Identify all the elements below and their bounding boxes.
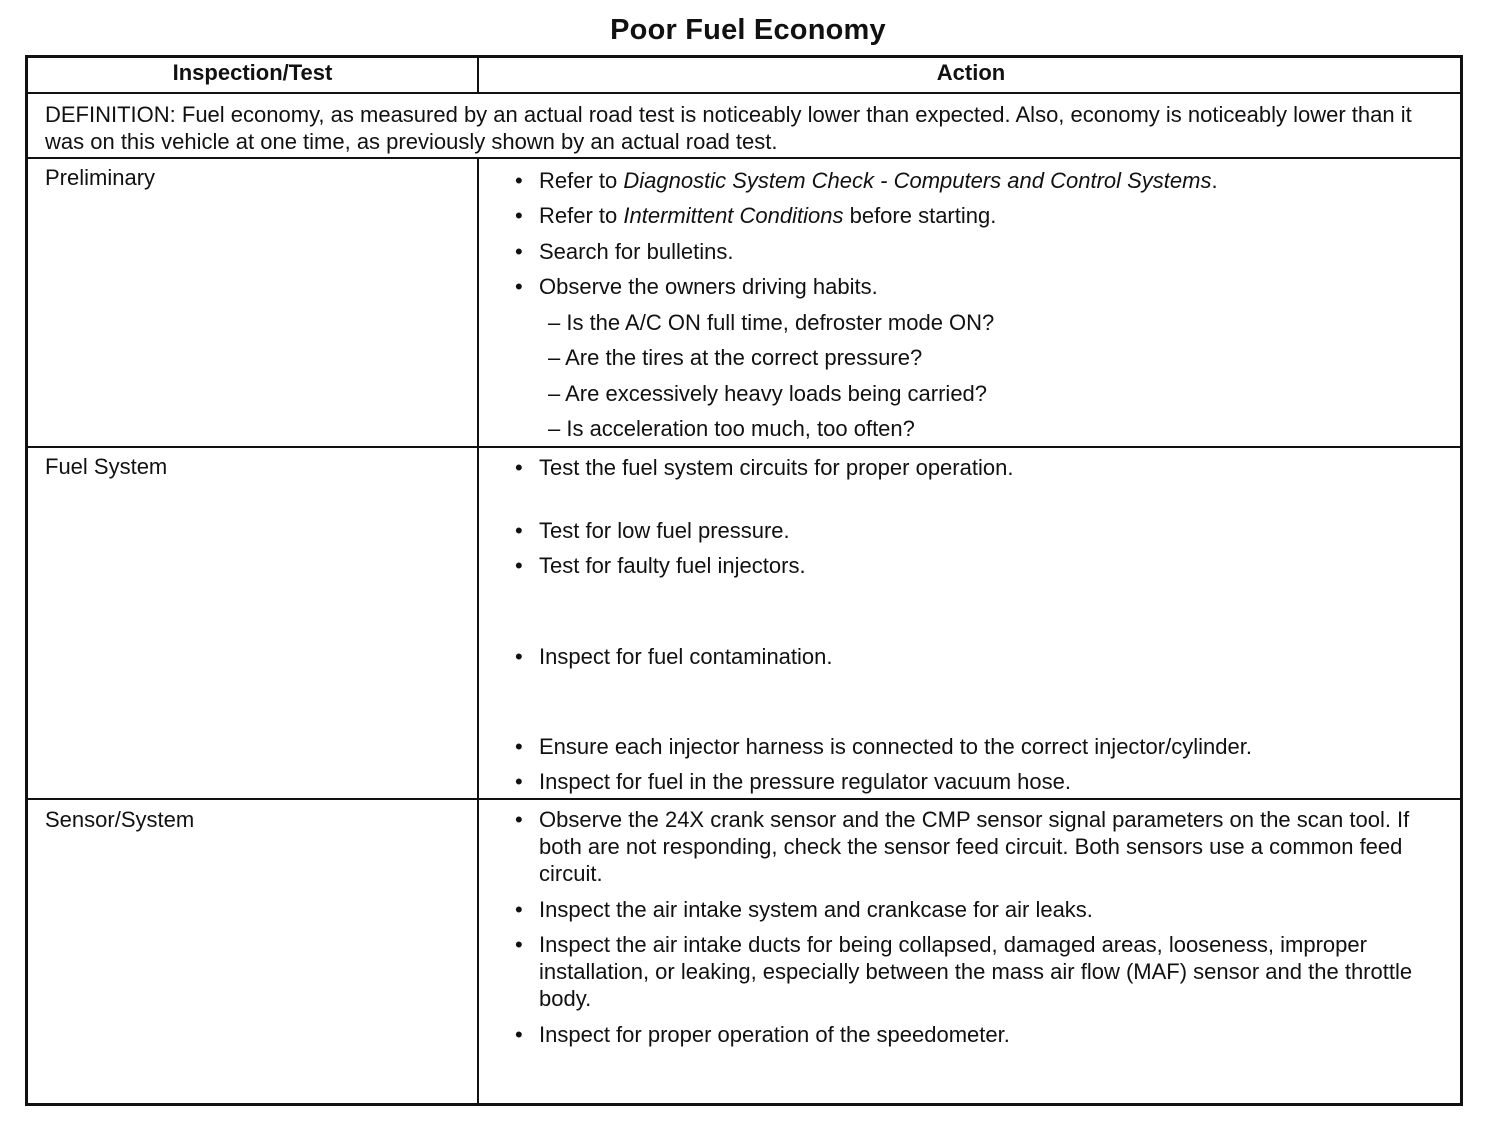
- row-label-preliminary: Preliminary: [45, 165, 156, 190]
- definition-divider: [28, 157, 1460, 159]
- list-item: • Observe the 24X crank sensor and the CMP sensor signal parameters on the scan tool. If both are not responding, check the sensor feed circuit. Both sensors use a common feed circuit.: [515, 807, 1410, 886]
- row-label-sensor-system: Sensor/System: [45, 807, 195, 832]
- list-item: • Inspect for fuel in the pressure regulator vacuum hose.: [515, 769, 1071, 794]
- row-label-fuel-system: Fuel System: [45, 454, 168, 479]
- bullet-icon: •: [515, 807, 523, 832]
- reference-link-text: Intermittent Conditions: [623, 203, 844, 228]
- list-item: • Ensure each injector harness is connected to the correct injector/cylinder.: [515, 734, 1252, 759]
- bullet-icon: •: [515, 203, 523, 228]
- bullet-icon: •: [515, 644, 523, 669]
- bullet-icon: •: [515, 455, 523, 480]
- list-item: • Inspect for fuel contamination.: [515, 644, 833, 669]
- list-item: • Observe the owners driving habits.: [515, 274, 878, 299]
- reference-link-text: Diagnostic System Check - Computers and Control Systems: [623, 168, 1212, 193]
- row-divider: [28, 446, 1460, 448]
- bullet-icon: •: [515, 769, 523, 794]
- bullet-icon: •: [515, 553, 523, 578]
- row-divider: [28, 798, 1460, 800]
- header-inspection-test: Inspection/Test: [172, 60, 333, 85]
- list-item: • Test for low fuel pressure.: [515, 518, 790, 543]
- list-item: • Refer to Diagnostic System Check - Computers and Control Systems.: [515, 168, 1218, 193]
- definition-text: DEFINITION: Fuel economy, as measured by an actual road test is noticeably lower than expected. Also, economy is noticeably lower than it was on this vehicle at one time, as previously shown by an actual road test.: [45, 102, 1412, 154]
- header-action: Action: [936, 60, 1006, 85]
- bullet-icon: •: [515, 239, 523, 264]
- sub-list-item: – Is the A/C ON full time, defroster mode ON?: [548, 310, 995, 335]
- bullet-icon: •: [515, 734, 523, 759]
- header-divider: [28, 92, 1460, 94]
- list-item: • Search for bulletins.: [515, 239, 734, 264]
- sub-list-item: – Is acceleration too much, too often?: [548, 416, 915, 441]
- bullet-icon: •: [515, 932, 523, 957]
- list-item: • Inspect the air intake ducts for being collapsed, damaged areas, looseness, improper installation, or leaking, especially between the mass air flow (MAF) sensor and the throttle body.: [515, 932, 1413, 1011]
- bullet-icon: •: [515, 274, 523, 299]
- column-divider: [477, 158, 479, 1103]
- sub-list-item: – Are the tires at the correct pressure?: [548, 345, 923, 370]
- list-item: • Refer to Intermittent Conditions before starting.: [515, 203, 997, 228]
- document-title: Poor Fuel Economy: [610, 14, 886, 46]
- list-item: • Inspect the air intake system and crankcase for air leaks.: [515, 897, 1093, 922]
- sub-list-item: – Are excessively heavy loads being carried?: [548, 381, 988, 406]
- list-item: • Inspect for proper operation of the speedometer.: [515, 1022, 1010, 1047]
- diagnostic-table: [25, 55, 1463, 1106]
- bullet-icon: •: [515, 897, 523, 922]
- list-item: • Test for faulty fuel injectors.: [515, 553, 806, 578]
- list-item: • Test the fuel system circuits for proper operation.: [515, 455, 1014, 480]
- bullet-icon: •: [515, 168, 523, 193]
- bullet-icon: •: [515, 518, 523, 543]
- bullet-icon: •: [515, 1022, 523, 1047]
